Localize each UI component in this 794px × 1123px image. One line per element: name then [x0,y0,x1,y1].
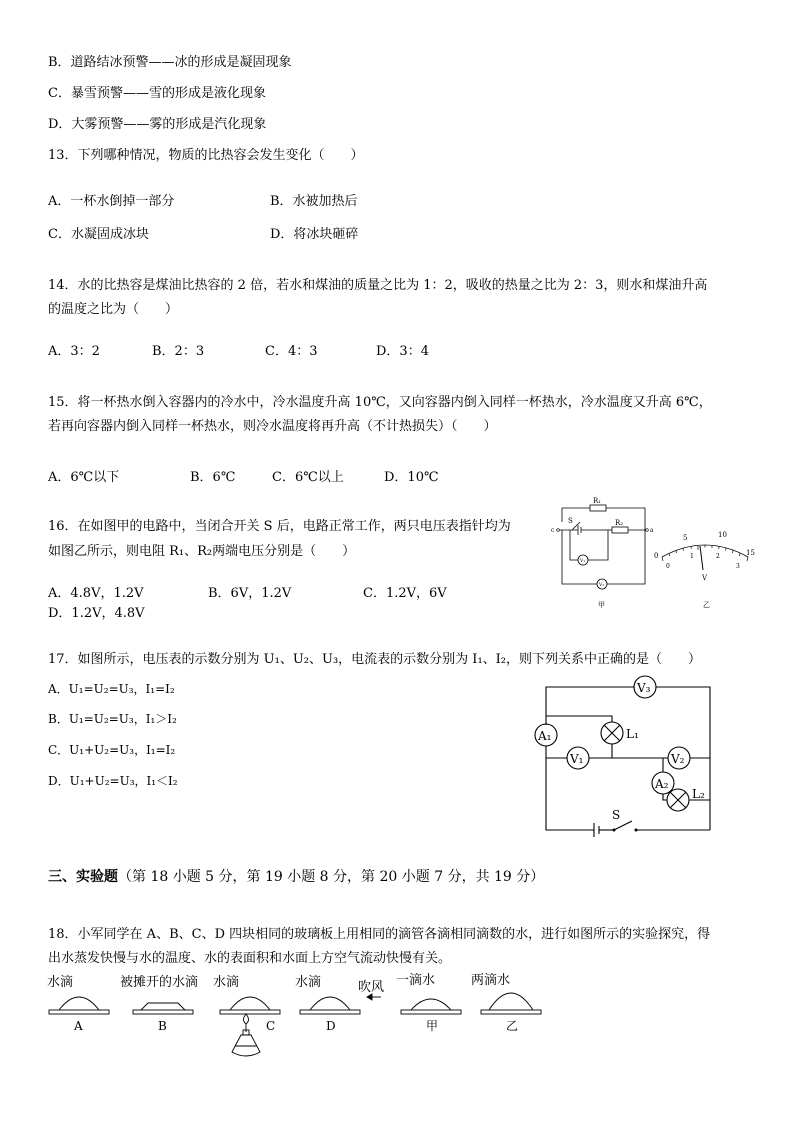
label-two-drops: 两滴水 [471,973,511,988]
caption-a: A [74,1019,83,1033]
v2-label: V₂ [599,583,605,588]
q17-circuit-figure [530,673,720,838]
meter-unit-label: V [702,574,708,582]
plate-c [220,1010,280,1014]
q13-option-d: D．将冰块砸碎 [270,227,359,242]
a1-label: A₁ [538,729,552,743]
q16-option-b: B．6V，1.2V [208,586,292,601]
figure-yi-caption: 乙 [703,601,710,609]
switch-s-label: S [612,808,621,822]
q14-option-b: B．2：3 [152,344,205,359]
q17-option-c: C．U₁+U₂=U₃，I₁=I₂ [48,743,176,757]
plate-d [300,1010,360,1014]
section-3-title: 三、实验题 [48,869,118,885]
r2-label: R₂ [615,519,624,527]
q12-option-b: B．道路结冰预警——冰的形成是凝固现象 [48,55,292,70]
v1-label: V₁ [580,559,586,564]
water-drop-d [310,997,350,1010]
v2-label: V₂ [671,752,685,766]
q16-stem-line2: 如图乙所示，则电阻 R₁、R₂两端电压分别是（ ） [48,544,356,559]
caption-c: C [266,1019,276,1033]
q13-option-c: C．水凝固成冰块 [48,227,149,242]
label-spread-drop: 被摊开的水滴 [120,975,199,990]
q18-stem-line1: 18．小军同学在 A、B、C、D 四块相同的玻璃板上用相同的滴管各滴相同滴数的水，进行如图所示的实验探究，得 [48,927,711,942]
plate-yi [481,1010,541,1014]
tick-bottom-1: 1 [690,553,694,560]
terminal-c-label: c [551,527,555,534]
q17-option-b: B．U₁=U₂=U₃，I₁＞I₂ [48,712,177,726]
section-3-scoring-note: （第 18 小题 5 分，第 19 小题 8 分，第 20 小题 7 分，共 19 分） [118,869,545,885]
q14-option-c: C．4：3 [265,344,318,359]
water-drop-a [59,997,99,1010]
r1-label: R₁ [593,497,602,505]
label-drop-c: 水滴 [213,975,240,990]
q13-option-a: A．一杯水倒掉一部分 [48,194,175,209]
q12-option-c: C．暴雪预警——雪的形成是液化现象 [48,86,266,101]
plate-a [49,1010,109,1014]
caption-jia: 甲 [426,1019,439,1033]
tick-bottom-0: 0 [666,563,670,570]
q17-option-a: A．U₁=U₂=U₃，I₁=I₂ [48,682,175,696]
resistor-r1-symbol [590,505,606,511]
label-drop-a: 水滴 [47,975,74,990]
switch-label: S [568,517,573,525]
caption-yi: 乙 [506,1019,519,1033]
a2-label: A₂ [655,777,669,791]
figure-jia-caption: 甲 [598,601,605,609]
terminal-a-label: a [650,527,654,534]
v1-label: V₁ [570,752,584,766]
label-wind: 吹风 [358,980,385,995]
q15-stem-line2: 若再向容器内倒入同样一杯热水，则冷水温度将再升高（不计热损失）（ ） [48,419,497,434]
tick-top-15: 15 [746,549,755,557]
tick-top-10: 10 [718,531,727,539]
caption-d: D [326,1019,336,1033]
alcohol-lamp-icon [232,1014,260,1056]
q12-option-d: D．大雾预警——雾的形成是汽化现象 [48,117,267,132]
q15-option-d: D．10℃ [384,470,439,485]
dial-pointer [700,546,703,570]
q17-option-d: D．U₁+U₂=U₃，I₁＜I₂ [48,774,178,788]
water-drop-one [411,999,451,1010]
tick-top-0: 0 [654,552,659,560]
caption-b: B [158,1019,167,1033]
label-drop-d: 水滴 [295,975,322,990]
switch-s-symbol [572,522,580,530]
water-drop-c [230,997,270,1010]
q13-stem: 13．下列哪种情况，物质的比热容会发生变化（ ） [48,148,364,163]
q18-evaporation-figure [45,970,555,1070]
q16-option-d: D．1.2V，4.8V [48,606,145,621]
q13-option-b: B．水被加热后 [270,194,358,209]
q16-circuit-figure [550,492,660,614]
plate-b [133,1010,193,1014]
v3-label: V₃ [637,681,651,695]
label-one-drop: 一滴水 [396,973,436,988]
q16-stem-line1: 16．在如图甲的电路中，当闭合开关 S 后，电路正常工作，两只电压表指针均为 [48,519,511,534]
tick-bottom-2: 2 [716,553,720,560]
water-drop-two [489,993,533,1010]
l1-label: L₁ [626,727,639,741]
resistor-r2-symbol [612,527,628,533]
l2-label: L₂ [692,787,705,801]
tick-bottom-3: 3 [736,563,740,570]
q14-option-a: A．3：2 [48,344,100,359]
section-3-heading [48,869,544,885]
q14-option-d: D．3：4 [376,344,429,359]
q14-stem-line1: 14．水的比热容是煤油比热容的 2 倍，若水和煤油的质量之比为 1：2，吸收的热量之比为 2：3，则水和煤油升高 [48,278,708,293]
q15-option-c: C．6℃以上 [272,470,344,485]
q18-stem-line2: 出水蒸发快慢与水的温度、水的表面积和水面上方空气流动快慢有关。 [48,951,452,966]
q15-option-a: A．6℃以下 [48,470,120,485]
q16-option-a: A．4.8V，1.2V [48,586,144,601]
q16-option-c: C．1.2V，6V [363,586,447,601]
plate-jia [401,1010,461,1014]
q16-voltmeter-dial [650,525,760,610]
q17-stem: 17．如图所示，电压表的示数分别为 U₁、U₂、U₃，电流表的示数分别为 I₁、I₂，则下列关系中正确的是（ ） [48,652,702,667]
q15-option-b: B．6℃ [190,470,236,485]
spread-water-b [141,1003,185,1010]
tick-top-5: 5 [683,534,688,542]
q15-stem-line1: 15．将一杯热水倒入容器内的冷水中，冷水温度升高 10℃，又向容器内倒入同样一杯热水，冷水温度又升高 6℃， [48,395,712,410]
q14-stem-line2: 的温度之比为（ ） [48,302,179,317]
dial-ticks [662,545,748,561]
